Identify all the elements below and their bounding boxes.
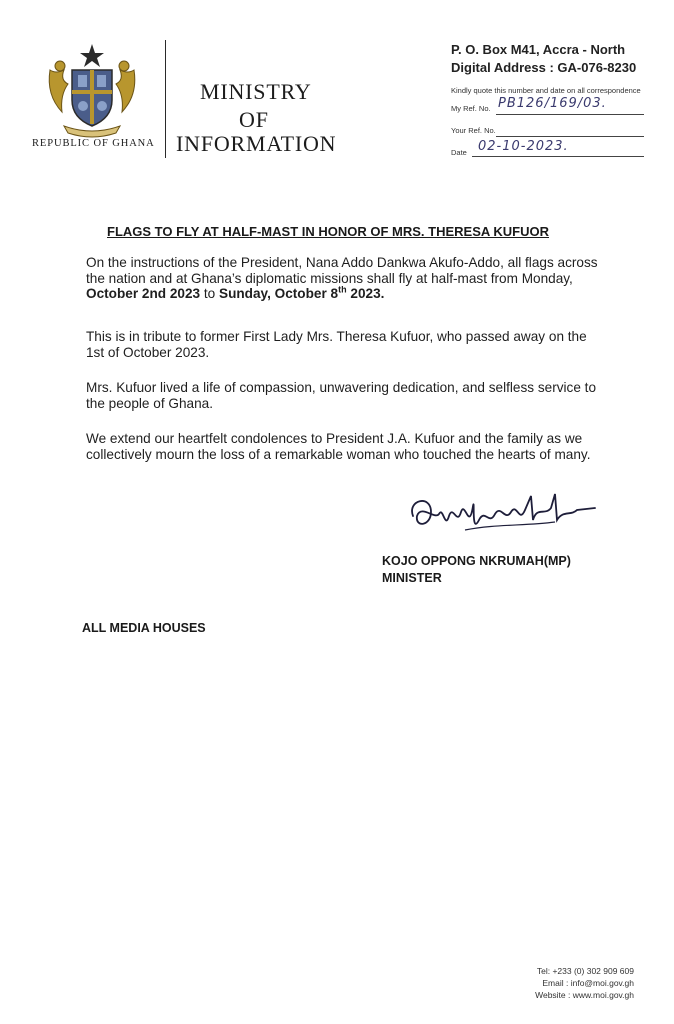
ministry-name-line-1: MINISTRY — [200, 79, 312, 104]
date-range-to: to — [203, 286, 216, 301]
your-ref-label: Your Ref. No. — [451, 126, 496, 135]
your-ref-underline — [496, 136, 644, 137]
paragraph-life: Mrs. Kufuor lived a life of compassion, unwavering dedication, and selfless service to the people of Ghana. — [86, 380, 597, 411]
digital-address: Digital Address : GA-076-8230 — [451, 60, 637, 75]
paragraph-instructions — [86, 255, 606, 302]
end-date-ordinal: th — [338, 284, 347, 295]
recipients-line: ALL MEDIA HOUSES — [82, 621, 206, 635]
start-date: October 2nd 2023 — [86, 286, 201, 301]
date-underline — [472, 156, 644, 157]
my-ref-value: PB126/169/03. — [498, 96, 607, 111]
paragraph-tribute: This is in tribute to former First Lady Mrs. Theresa Kufuor, who passed away on the 1st of October 2023. — [86, 329, 587, 360]
ghana-coat-of-arms-icon — [42, 40, 142, 140]
signatory-title: MINISTER — [382, 571, 442, 585]
signatory-name: KOJO OPPONG NKRUMAH(MP) — [382, 554, 571, 568]
end-date — [219, 286, 384, 301]
my-ref-underline — [496, 114, 644, 115]
press-release-heading: FLAGS TO FLY AT HALF-MAST IN HONOR OF MRS. THERESA KUFUOR — [107, 224, 549, 239]
my-ref-label: My Ref. No. — [451, 104, 491, 113]
paragraph-condolences: We extend our heartfelt condolences to President J.A. Kufuor and the family as we collectively mourn the loss of a remarkable woman who touched the hearts of many. — [86, 431, 591, 462]
paragraph-instructions-text: On the instructions of the President, Nana Addo Dankwa Akufo-Addo, all flags across the nation and at Ghana’s diplomatic missions shall fly at half-mast from Monday, — [86, 255, 598, 286]
reference-quote-note: Kindly quote this number and date on all correspondence — [451, 86, 641, 95]
ministry-name-line-2: OF — [239, 107, 269, 132]
letterhead-divider — [165, 40, 166, 158]
po-box-address: P. O. Box M41, Accra - North — [451, 42, 626, 57]
end-date-prefix: Sunday, October 8 — [219, 286, 339, 301]
end-date-suffix: 2023. — [350, 286, 385, 301]
footer-email: Email : info@moi.gov.gh — [542, 978, 634, 988]
handwritten-signature-icon — [405, 486, 605, 544]
ministry-name-line-3: INFORMATION — [176, 131, 337, 156]
republic-label: REPUBLIC OF GHANA — [32, 138, 155, 149]
footer-telephone: Tel: +233 (0) 302 909 609 — [536, 966, 634, 976]
footer-website: Website : www.moi.gov.gh — [535, 990, 634, 1000]
date-value: 02-10-2023. — [478, 139, 569, 154]
date-label: Date — [451, 148, 467, 157]
